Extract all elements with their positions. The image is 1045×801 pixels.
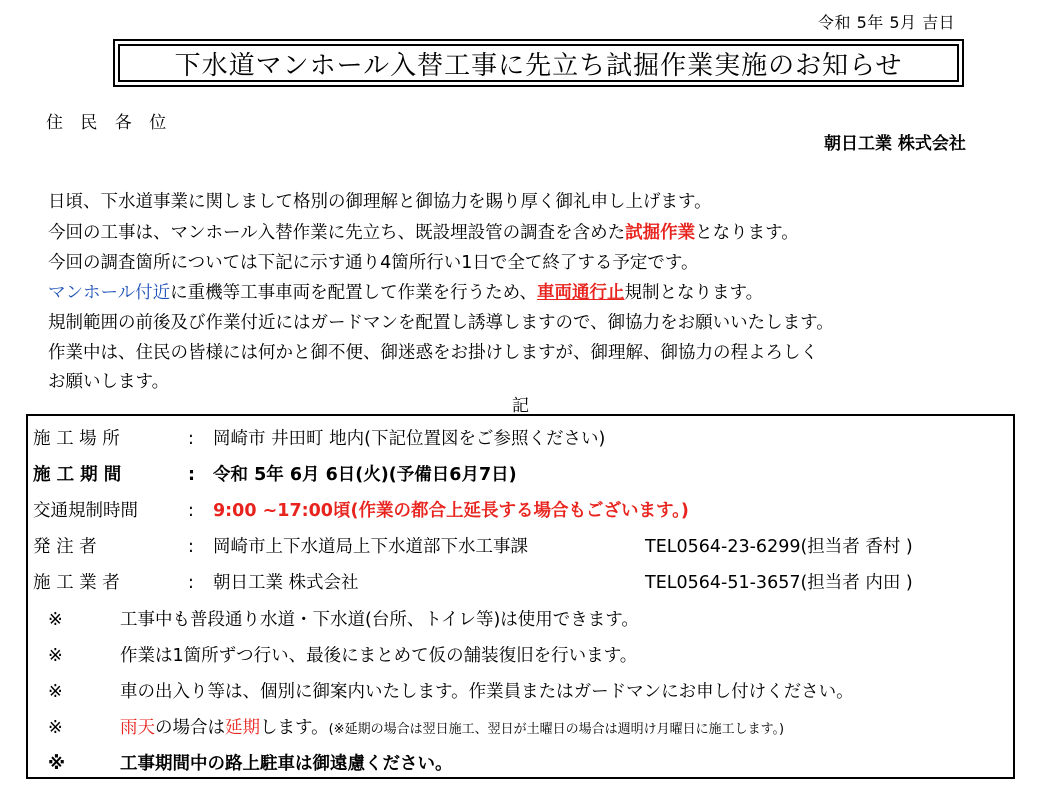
body-line-3: 今回の調査箇所については下記に示す通り4箇所行い1日で全て終了する予定です。 (48, 253, 699, 273)
period-value: 令和 5年 6月 6日(火)(予備日6月7日) (213, 465, 517, 485)
note-5 (48, 750, 453, 775)
notice-date: 令和 5年 5月 吉日 (818, 13, 956, 32)
note-4-post: します。 (260, 718, 329, 738)
ki-heading: 記 (512, 396, 529, 416)
note-2-text: 作業は1箇所ずつ行い、最後にまとめて仮の舗装復旧を行います。 (120, 646, 638, 666)
place-label: 施 工 場 所 (33, 429, 120, 449)
test-dig-highlight: 試掘作業 (625, 223, 696, 243)
addressee: 住 民 各 位 (46, 113, 173, 133)
body-line-4-text: に重機等工事車両を配置して作業を行うため、 (170, 283, 537, 303)
note-mark: ※ (48, 754, 66, 774)
note-1-text: 工事中も普段通り水道・下水道(台所、トイレ等)は使用できます。 (120, 610, 639, 630)
note-mark: ※ (48, 610, 63, 630)
contractor-tel: TEL0564-51-3657(担当者 内田 ) (645, 573, 913, 593)
manhole-area-highlight: マンホール付近 (48, 283, 171, 303)
detail-row-client (33, 533, 528, 558)
rain-highlight: 雨天 (120, 718, 155, 738)
detail-row-contractor (33, 569, 359, 594)
note-mark: ※ (48, 682, 63, 702)
contractor-label: 施 工 業 者 (33, 573, 120, 593)
body-line-4-end: 規制となります。 (624, 283, 764, 303)
body-line-6: 作業中は、住民の皆様には何かと御不便、御迷惑をお掛けしますが、御理解、御協力の程よろしく (48, 343, 818, 363)
traffic-label: 交通規制時間 (33, 501, 138, 521)
body-line-7: お願いします。 (48, 372, 170, 392)
postpone-highlight: 延期 (225, 718, 260, 738)
colon: : (188, 537, 194, 557)
body-line-5: 規制範囲の前後及び作業付近にはガードマンを配置し誘導しますので、御協力をお願いいたします。 (48, 313, 834, 333)
client-value: 岡崎市上下水道局上下水道部下水工事課 (213, 537, 528, 557)
road-closure-highlight: 車両通行止 (536, 283, 625, 303)
details-box (26, 414, 1015, 779)
colon: : (188, 573, 194, 593)
title-frame (113, 39, 964, 87)
body-line-2 (48, 219, 799, 244)
note-2 (48, 642, 637, 667)
note-4 (48, 714, 784, 739)
traffic-value: 9:00 ~17:00頃(作業の都合上延長する場合もございます。) (213, 501, 689, 521)
note-3 (48, 678, 854, 703)
note-3-text: 車の出入り等は、個別に御案内いたします。作業員またはガードマンにお申し付けください。 (120, 682, 854, 702)
colon: : (188, 429, 194, 449)
client-tel: TEL0564-23-6299(担当者 香村 ) (645, 537, 913, 557)
body-line-2-end: となります。 (695, 223, 799, 243)
body-line-1: 日頃、下水道事業に関しまして格別の御理解と御協力を賜り厚く御礼申し上げます。 (48, 192, 712, 212)
detail-row-place (33, 425, 605, 450)
contractor-value: 朝日工業 株式会社 (213, 573, 359, 593)
note-mark: ※ (48, 646, 63, 666)
detail-row-traffic (33, 497, 689, 522)
company-name: 朝日工業 株式会社 (824, 134, 966, 154)
note-4-mid: の場合は (155, 718, 225, 738)
body-line-4 (48, 279, 763, 304)
note-1 (48, 606, 639, 631)
colon: : (188, 501, 194, 521)
detail-row-period (33, 461, 517, 486)
client-label: 発 注 者 (33, 537, 97, 557)
colon: : (188, 465, 195, 485)
note-mark: ※ (48, 718, 63, 738)
place-value: 岡崎市 井田町 地内(下記位置図をご参照ください) (213, 429, 606, 449)
note-4-detail: (※延期の場合は翌日施工、翌日が土曜日の場合は週明け月曜日に施工します。) (328, 722, 785, 737)
body-line-2-text: 今回の工事は、マンホール入替作業に先立ち、既設埋設管の調査を含めた (48, 223, 626, 243)
notice-title: 下水道マンホール入替工事に先立ち試掘作業実施のお知らせ (118, 44, 959, 82)
note-5-text: 工事期間中の路上駐車は御遠慮ください。 (120, 754, 453, 774)
period-label: 施 工 期 間 (33, 465, 122, 485)
